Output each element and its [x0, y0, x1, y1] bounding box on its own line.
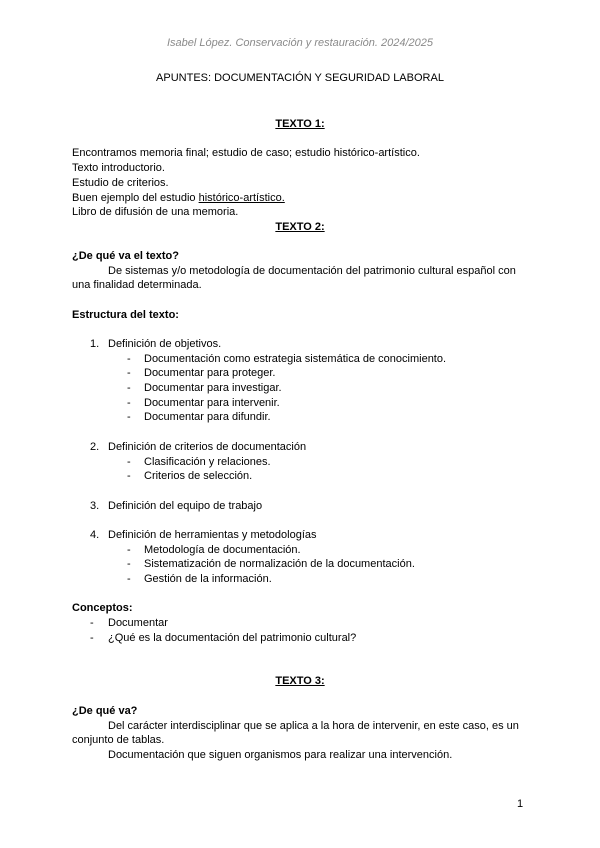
texto1-line: Estudio de criterios. [72, 177, 169, 189]
page-number: 1 [517, 798, 524, 810]
sub-item: Metodología de documentación. [144, 544, 301, 556]
dash-bullet: - [127, 397, 131, 409]
list-item: Definición del equipo de trabajo [108, 500, 263, 512]
texto1-example-prefix: Buen ejemplo del estudio [72, 192, 199, 204]
texto3-answer-line: Documentación que siguen organismos para realizar una intervención. [108, 749, 453, 761]
texto1-example-line [72, 191, 285, 205]
dash-bullet: - [127, 470, 131, 482]
concept-item: ¿Qué es la documentación del patrimonio cultural? [108, 632, 357, 644]
texto3-answer-line: conjunto de tablas. [72, 734, 165, 746]
dash-bullet: - [127, 544, 131, 556]
dash-bullet: - [127, 573, 131, 585]
sub-item: Documentar para investigar. [144, 382, 282, 394]
sub-item: Sistematización de normalización de la documentación. [144, 558, 415, 570]
dash-bullet: - [127, 558, 131, 570]
sub-item: Documentación como estrategia sistemática de conocimiento. [144, 353, 447, 365]
sub-item: Documentar para proteger. [144, 367, 276, 379]
list-number: 3. [90, 500, 100, 512]
texto2-question-heading: ¿De qué va el texto? [72, 250, 179, 262]
list-item: Definición de objetivos. [108, 338, 222, 350]
texto3-answer-line: Del carácter interdisciplinar que se aplica a la hora de intervenir, en este caso, es un [108, 720, 519, 732]
list-item: Definición de criterios de documentación [108, 441, 307, 453]
dash-bullet: - [127, 353, 131, 365]
structure-heading: Estructura del texto: [72, 309, 179, 321]
document-title: APUNTES: DOCUMENTACIÓN Y SEGURIDAD LABORAL [156, 72, 444, 84]
texto1-example-link[interactable]: histórico-artístico. [198, 192, 285, 204]
list-number: 2. [90, 441, 100, 453]
list-item: Definición de herramientas y metodologías [108, 529, 317, 541]
sub-item: Documentar para intervenir. [144, 397, 280, 409]
sub-item: Criterios de selección. [144, 470, 253, 482]
dash-bullet: - [127, 456, 131, 468]
texto1-heading: TEXTO 1: [275, 118, 325, 130]
sub-item: Clasificación y relaciones. [144, 456, 271, 468]
list-number: 1. [90, 338, 100, 350]
dash-bullet: - [127, 382, 131, 394]
sub-item: Documentar para difundir. [144, 411, 271, 423]
texto3-heading: TEXTO 3: [275, 675, 325, 687]
sub-item: Gestión de la información. [144, 573, 272, 585]
texto1-line: Texto introductorio. [72, 162, 165, 174]
dash-bullet: - [90, 632, 94, 644]
page-header: Isabel López. Conservación y restauración. 2024/2025 [166, 37, 433, 49]
texto2-answer-line: De sistemas y/o metodología de documentación del patrimonio cultural español con [108, 265, 516, 277]
texto1-line: Encontramos memoria final; estudio de caso; estudio histórico-artístico. [72, 147, 420, 159]
concept-item: Documentar [108, 617, 168, 629]
texto1-line: Libro de difusión de una memoria. [72, 206, 239, 218]
concepts-heading: Conceptos: [72, 602, 133, 614]
texto2-answer-line: una finalidad determinada. [72, 279, 202, 291]
dash-bullet: - [127, 411, 131, 423]
texto3-question-heading: ¿De qué va? [72, 705, 138, 717]
list-number: 4. [90, 529, 100, 541]
dash-bullet: - [90, 617, 94, 629]
texto2-heading: TEXTO 2: [275, 221, 325, 233]
dash-bullet: - [127, 367, 131, 379]
